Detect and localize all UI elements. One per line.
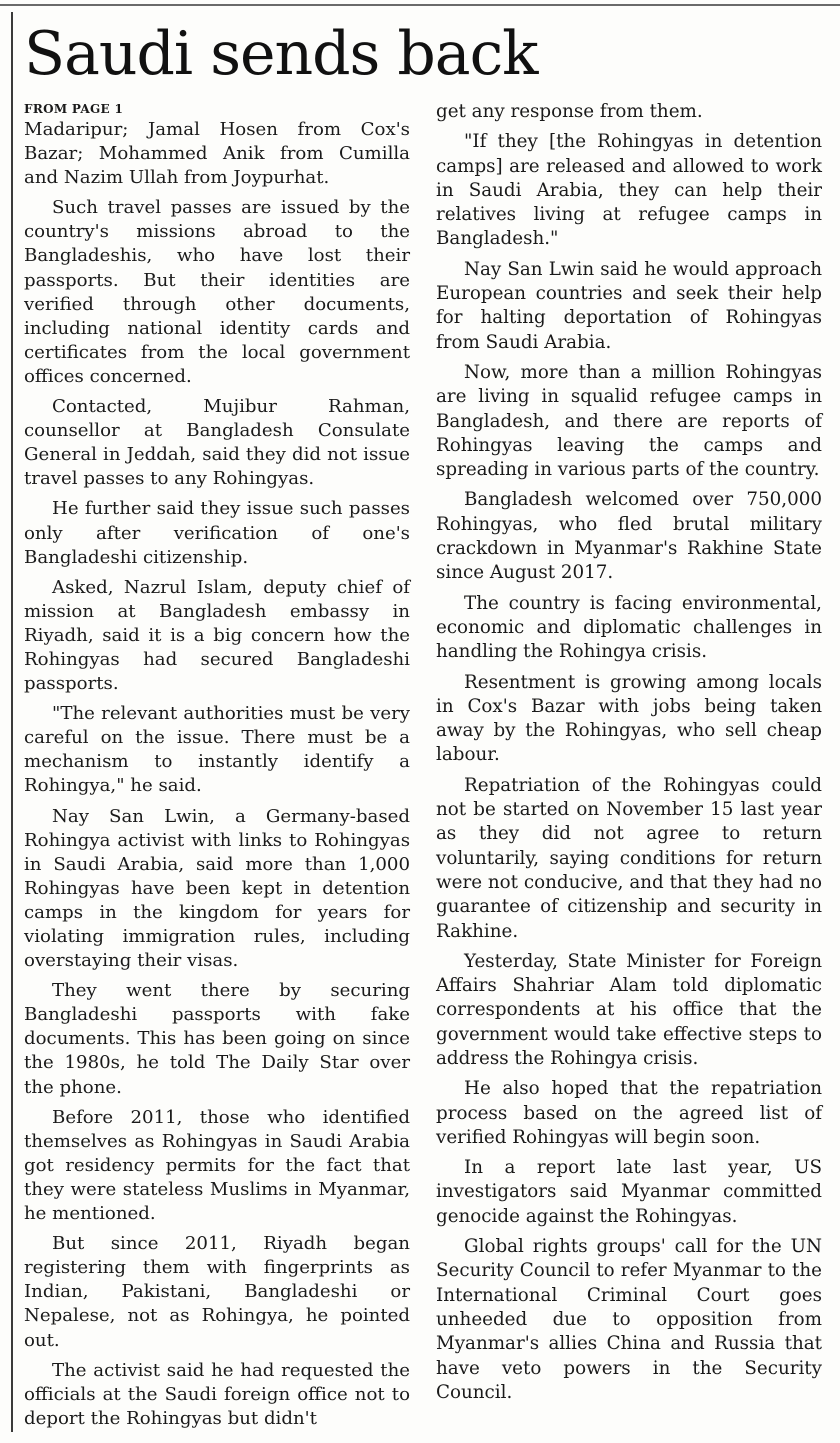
article-column-left xyxy=(24,100,410,1437)
paragraph: Nay San Lwin, a Germany-based Rohingya activist with links to Rohingyas in Saudi Arabia, said more than 1,000 Rohingyas have been kept in detention camps in the kingdom for years for violating immigration rules, including overstaying their visas. xyxy=(24,805,410,972)
paragraph: "The relevant authorities must be very careful on the issue. There must be a mechanism to instantly identify a Rohingya," he said. xyxy=(24,703,410,797)
paragraph: The activist said he had requested the officials at the Saudi foreign office not to deport the Rohingyas but didn't xyxy=(24,1359,410,1429)
paragraph: Contacted, Mujibur Rahman, counsellor at Bangladesh Consulate General in Jeddah, said they did not issue travel passes to any Rohingyas. xyxy=(24,396,410,490)
paragraph: But since 2011, Riyadh began registering them with fingerprints as Indian, Pakistani, Bangladeshi or Nepalese, not as Rohingya, he pointed out. xyxy=(24,1233,410,1351)
paragraph: They went there by securing Bangladeshi passports with fake documents. This has been going on since the 1980s, he told The Daily Star over the phone. xyxy=(24,980,410,1098)
paragraph: Resentment is growing among locals in Cox's Bazar with jobs being taken away by the Rohingyas, who sell cheap labour. xyxy=(436,671,822,766)
paragraph: get any response from them. xyxy=(436,101,703,122)
paragraph: In a report late last year, US investigators said Myanmar committed genocide against the Rohingyas. xyxy=(436,1157,822,1227)
paragraph: Yesterday, State Minister for Foreign Affairs Shahriar Alam told diplomatic correspondents at his office that the government would take effective steps to address the Rohingya crisis. xyxy=(436,950,822,1069)
paragraph: Madaripur; Jamal Hosen from Cox's Bazar; Mohammed Anik from Cumilla and Nazim Ullah from Joypurhat. xyxy=(24,119,410,189)
paragraph: Now, more than a million Rohingyas are living in squalid refugee camps in Bangladesh, and there are reports of Rohingyas leaving the camps and spreading in various parts of the country. xyxy=(436,361,822,481)
top-border-rule xyxy=(0,4,840,6)
paragraph: Before 2011, those who identified themselves as Rohingyas in Saudi Arabia got residency permits for the fact that they were stateless Muslims in Myanmar, he mentioned. xyxy=(24,1106,410,1225)
paragraph: Global rights groups' call for the UN Security Council to refer Myanmar to the International Criminal Court goes unheeded due to opposition from Myanmar's allies China and Russia that have veto powers in the Security Council. xyxy=(436,1236,822,1403)
paragraph: Repatriation of the Rohingyas could not be started on November 15 last year as they did not agree to return voluntarily, saying conditions for return were not conducive, and that they had no guarantee of citizenship and security in Rakhine. xyxy=(436,774,822,942)
paragraph: The country is facing environmental, economic and diplomatic challenges in handling the Rohingya crisis. xyxy=(436,592,822,663)
article-headline: Saudi sends back xyxy=(24,19,538,89)
left-border-rule xyxy=(11,12,13,1432)
paragraph: Asked, Nazrul Islam, deputy chief of mission at Bangladesh embassy in Riyadh, said it is a big concern how the Rohingyas had secured Bangladeshi passports. xyxy=(24,576,410,695)
paragraph: Such travel passes are issued by the country's missions abroad to the Bangladeshis, who have lost their passports. But their identities are verified through other documents, including national identity cards and certificates from the local government offices concerned. xyxy=(24,197,410,387)
paragraph: He further said they issue such passes only after verification of one's Bangladeshi citizenship. xyxy=(24,498,410,568)
article-column-right xyxy=(436,100,822,1411)
paragraph: Nay San Lwin said he would approach European countries and seek their help for halting deportation of Rohingyas from Saudi Arabia. xyxy=(436,258,822,353)
paragraph: "If they [the Rohingyas in detention camps] are released and allowed to work in Saudi Arabia, they can help their relatives living at refugee camps in Bangladesh." xyxy=(436,131,822,250)
continued-from-label: FROM PAGE 1 xyxy=(24,102,124,116)
paragraph: Bangladesh welcomed over 750,000 Rohingyas, who fled brutal military crackdown in Myanmar's Rakhine State since August 2017. xyxy=(436,489,822,584)
paragraph: He also hoped that the repatriation process based on the agreed list of verified Rohingyas will begin soon. xyxy=(436,1078,822,1148)
